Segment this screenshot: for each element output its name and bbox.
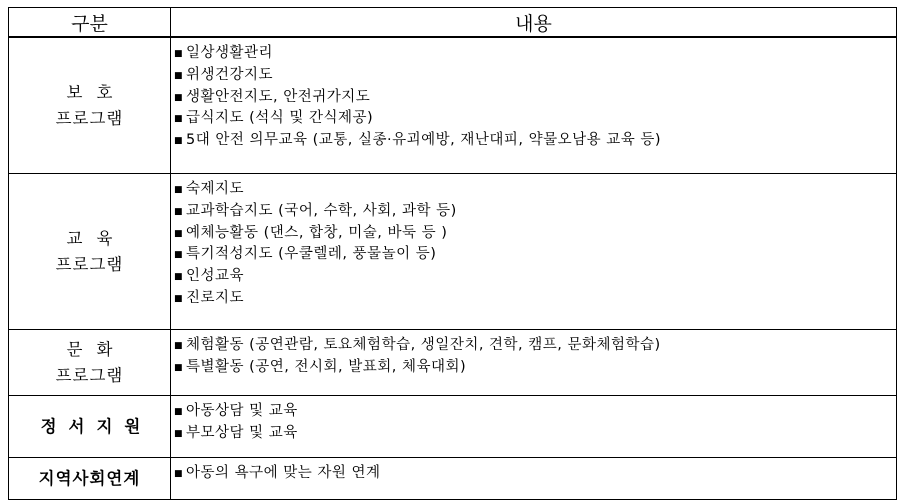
content-cell	[171, 330, 897, 396]
bullet-icon: ■	[174, 49, 184, 59]
content-cell	[171, 37, 897, 174]
table-row-community	[9, 458, 897, 500]
list-item	[174, 65, 896, 87]
category-cell	[9, 174, 171, 330]
item-text: 특별활동 (공연, 전시회, 발표회, 체육대회)	[186, 358, 467, 375]
category-cell	[9, 330, 171, 396]
bullet-icon: ■	[174, 206, 184, 217]
table-row-education	[9, 174, 897, 330]
list-item	[174, 335, 896, 357]
list-item	[174, 87, 896, 109]
item-text: 체험활동 (공연관람, 토요체험학습, 생일잔치, 견학, 캠프, 문화체험학습)	[186, 337, 661, 353]
bullet-icon: ■	[174, 92, 184, 103]
bullet-icon: ■	[174, 428, 184, 439]
table-header	[9, 8, 897, 38]
table-row-protection	[9, 37, 897, 174]
item-text: 교과학습지도 (국어, 수학, 사회, 과학 등)	[186, 202, 457, 219]
item-text: 아동상담 및 교육	[186, 403, 298, 419]
table-row-emotional-support	[9, 396, 897, 458]
item-text: 위생건강지도	[186, 66, 274, 83]
category-cell	[9, 37, 171, 174]
list-item	[174, 201, 896, 223]
program-table	[8, 7, 897, 500]
category-subtitle: 프로그램	[55, 108, 124, 128]
bullet-icon: ■	[174, 272, 184, 283]
bullet-icon: ■	[174, 185, 184, 195]
bullet-icon: ■	[174, 293, 184, 304]
bullet-icon: ■	[174, 341, 184, 351]
item-list	[174, 43, 896, 152]
bullet-icon: ■	[174, 114, 184, 125]
list-item	[174, 244, 896, 266]
item-text: 아동의 욕구에 맞는 자원 연계	[186, 465, 381, 481]
item-text: 급식지도 (석식 및 간식제공)	[186, 110, 374, 127]
list-item	[174, 43, 896, 65]
bullet-icon: ■	[174, 362, 184, 373]
bullet-icon: ■	[174, 70, 184, 81]
category-title: 문화	[66, 339, 127, 359]
item-text: 일상생활관리	[186, 45, 274, 61]
category-subtitle: 프로그램	[55, 254, 124, 274]
category-title: 교육	[66, 228, 127, 248]
content-cell	[171, 174, 897, 330]
list-item	[174, 423, 896, 445]
content-cell	[171, 458, 897, 500]
item-text: 부모상담 및 교육	[186, 424, 298, 441]
list-item	[174, 401, 896, 423]
header-content: 내용	[171, 8, 897, 38]
item-list	[174, 463, 896, 485]
content-cell	[171, 396, 897, 458]
item-list	[174, 335, 896, 379]
category-cell	[9, 396, 171, 458]
list-item	[174, 223, 896, 245]
item-text: 인성교육	[186, 268, 245, 285]
category-cell	[9, 458, 171, 500]
bullet-icon: ■	[174, 250, 184, 261]
item-text: 예체능활동 (댄스, 합창, 미술, 바둑 등 )	[186, 224, 448, 241]
bullet-icon: ■	[174, 228, 184, 239]
list-item	[174, 108, 896, 130]
program-table-wrapper	[8, 7, 897, 500]
item-text: 특기적성지도 (우쿨렐레, 풍물놀이 등)	[186, 246, 437, 263]
list-item	[174, 179, 896, 201]
item-list	[174, 401, 896, 445]
category-subtitle: 프로그램	[55, 365, 124, 385]
item-text: 5대 안전 의무교육 (교통, 실종·유괴예방, 재난대피, 약물오남용 교육 등)	[186, 132, 662, 149]
list-item	[174, 357, 896, 379]
category-title: 지역사회연계	[38, 468, 141, 488]
item-text: 진로지도	[186, 289, 245, 306]
list-item	[174, 288, 896, 310]
header-category: 구분	[9, 8, 171, 38]
item-text: 숙제지도	[186, 181, 245, 197]
table-row-culture	[9, 330, 897, 396]
category-title: 정서지원	[40, 416, 153, 436]
list-item	[174, 130, 896, 152]
list-item	[174, 463, 896, 485]
bullet-icon: ■	[174, 407, 184, 417]
category-title: 보호	[66, 82, 127, 102]
list-item	[174, 266, 896, 288]
bullet-icon: ■	[174, 469, 184, 479]
bullet-icon: ■	[174, 136, 184, 147]
item-text: 생활안전지도, 안전귀가지도	[186, 88, 371, 105]
item-list	[174, 179, 896, 310]
